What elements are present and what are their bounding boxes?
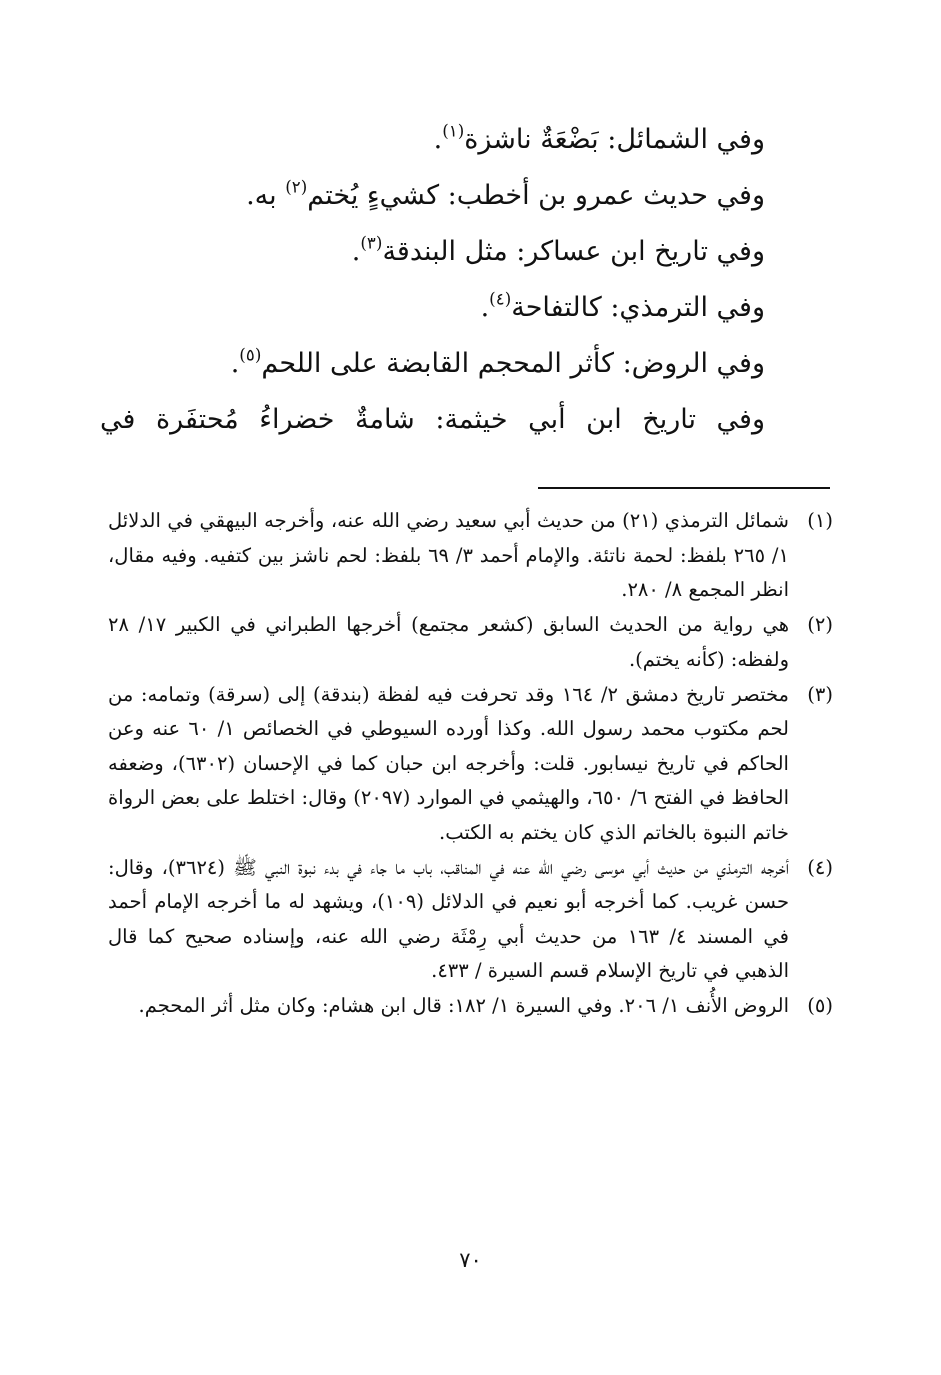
footnote-number: (٢) xyxy=(807,613,833,636)
main-line: وفي حديث عمرو بن أخطب: كشيءٍ يُختم$^{(٢)}$ به. xyxy=(246,176,765,211)
footnote-text: مختصر تاريخ دمشق ٢/ ١٦٤ وقد تحرفت فيه لفظة (بندقة) إلى (سرقة) وتمامه: من لحم مكتوب محمد رسول الله. وكذا أورده السيوطي في الخصائص ١/ ٦٠ عنه وعن الحاكم في تاريخ نيسابور. قلت: وأخرجه ابن حبان كما في الإحسان (٦٣٠٢)، وضعفه الحافظ في الفتح ٦/ ٦٥٠، والهيثمي في الموارد (٢٠٩٧) وقال: اختلط على بعض الرواة خاتم النبوة بالخاتم الذي كان يختم به الكتب. xyxy=(108,682,789,844)
main-line: وفي الروض: كأثر المحجم القابضة على اللحم$^{(٥)}$. xyxy=(230,344,765,379)
footnote-text: الروض الأُنف ١/ ٢٠٦. وفي السيرة ١/ ١٨٢: قال ابن هشام: وكان مثل أثر المحجم. xyxy=(138,994,789,1017)
footnote-ref: (١) xyxy=(442,120,465,141)
footnote-1 xyxy=(108,504,833,608)
footnote-number: (١) xyxy=(807,509,833,532)
footnote-number: (٣) xyxy=(807,682,833,706)
footnote-separator xyxy=(538,487,830,489)
main-text xyxy=(100,112,765,448)
main-line-last: وفي تاريخ ابن أبي خيثمة: شامةٌ خضراءُ مُحتفَرة في xyxy=(100,404,765,435)
footnote-4 xyxy=(108,851,833,989)
page-number: ٧٠ xyxy=(459,1248,482,1272)
footnote-text: أخرجه الترمذي من حديث أبي موسى رضي الله عنه في المناقب، باب ما جاء في بدء نبوة النبي ﷺ (٣٦٢٤)، وقال: حسن غريب. كما أخرجه أبو نعيم في الدلائل (١٠٩)، ويشهد له ما أخرجه الإمام أحمد في المسند ٤/ ١٦٣ من حديث أبي رِمْثَة رضي الله عنه، وإسناده صحيح كما قال الذهبي في تاريخ الإسلام قسم السيرة / ٤٣٣. xyxy=(108,855,790,982)
footnote-number: (٤) xyxy=(807,855,833,879)
footnote-2 xyxy=(108,608,833,677)
footnote-text: هي رواية من الحديث السابق (كشعر مجتمع) أخرجها الطبراني في الكبير ١٧/ ٢٨ ولفظه: (كأنه يختم). xyxy=(108,613,789,671)
footnotes xyxy=(108,504,833,1024)
main-line: وفي الشمائل: بَضْعَةٌ ناشزة$^{(١)}$. xyxy=(433,120,765,155)
footnote-3 xyxy=(108,678,833,851)
footnote-ref: (٣) xyxy=(360,232,383,253)
main-line: وفي الترمذي: كالتفاحة$^{(٤)}$. xyxy=(480,288,765,323)
footnote-ref: (٥) xyxy=(239,344,262,365)
footnote-5 xyxy=(108,989,833,1024)
footnote-ref: (٢) xyxy=(285,176,308,197)
footnote-text: شمائل الترمذي (٢١) من حديث أبي سعيد رضي الله عنه، وأخرجه البيهقي في الدلائل ١/ ٢٦٥ بلفظ: لحمة ناتئة. والإمام أحمد ٣/ ٦٩ بلفظ: لحم ناشز بين كتفيه. وفيه مقال، انظر المجمع ٨/ ٢٨٠. xyxy=(108,509,789,601)
footnote-number: (٥) xyxy=(807,994,833,1017)
main-line: وفي تاريخ ابن عساكر: مثل البندقة$^{(٣)}$. xyxy=(351,232,765,267)
footnote-ref: (٤) xyxy=(489,288,512,309)
